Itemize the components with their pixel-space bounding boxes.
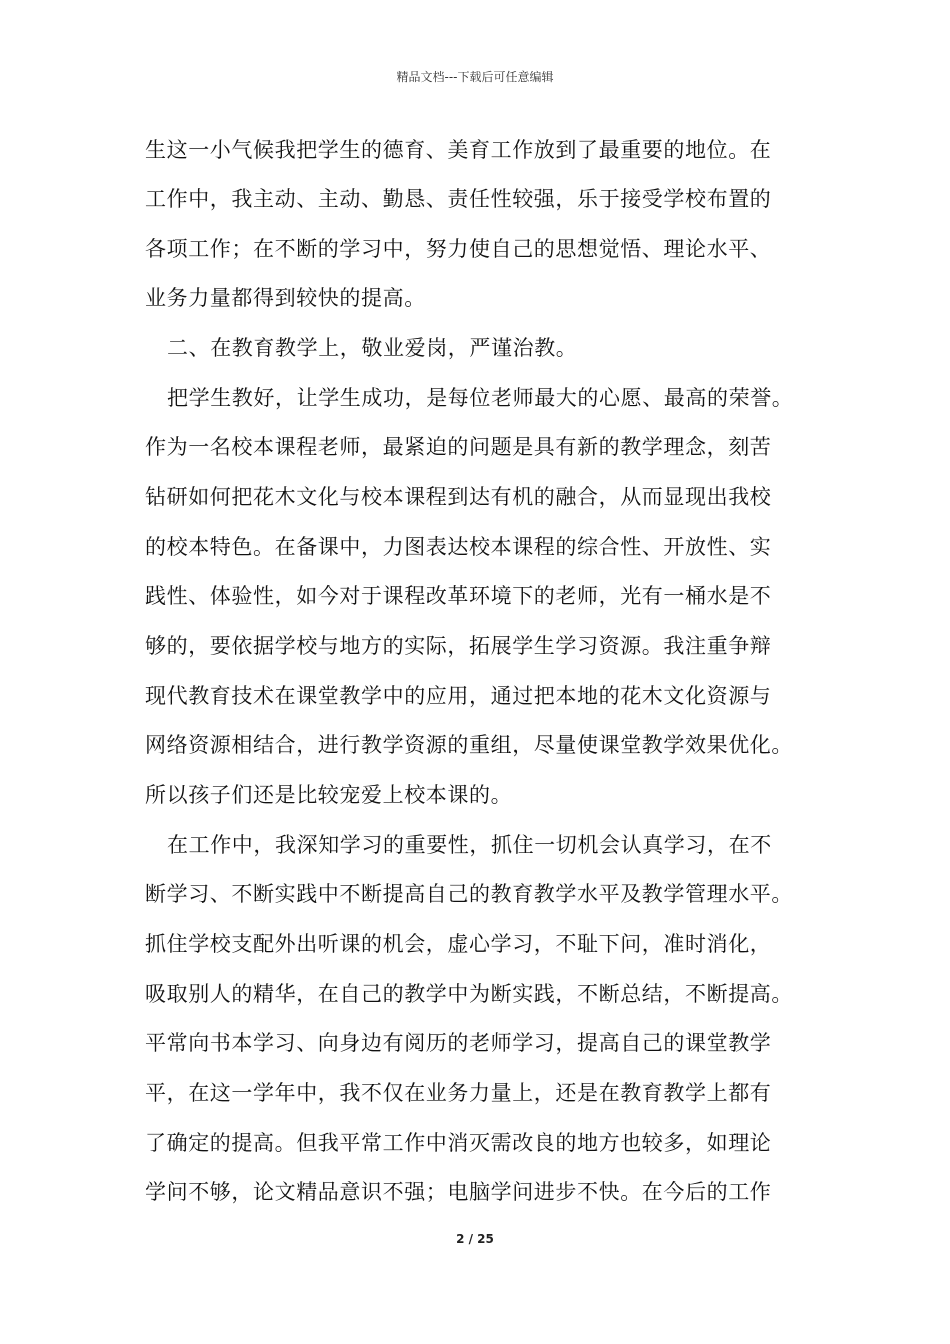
text-line: 断学习、不断实践中不断提高自己的教育教学水平及教学管理水平。 (145, 882, 793, 906)
text-line: 了确定的提高。但我平常工作中消灭需改良的地方也较多，如理论 (145, 1131, 772, 1155)
text-line: 平常向书本学习、向身边有阅历的老师学习，提高自己的课堂教学 (145, 1031, 772, 1055)
text-line: 钻研如何把花木文化与校本课程到达有机的融合，从而显现出我校 (145, 485, 772, 509)
section-heading: 二、在教育教学上，敬业爱岗，严谨治教。 (167, 336, 578, 360)
page-header: 精品文档---下载后可任意编辑 (396, 70, 554, 84)
text-line: 践性、体验性，如今对于课程改革环境下的老师，光有一桶水是不 (145, 584, 772, 608)
text-line: 作为一名校本课程老师，最紧迫的问题是具有新的教学理念，刻苦 (145, 435, 772, 459)
text-line: 学问不够，论文精品意识不强；电脑学问进步不快。在今后的工作 (145, 1180, 772, 1204)
text-line: 生这一小气候我把学生的德育、美育工作放到了最重要的地位。在 (145, 138, 772, 162)
text-line: 各项工作；在不断的学习中，努力使自己的思想觉悟、理论水平、 (145, 237, 772, 261)
text-line: 吸取别人的精华，在自己的教学中为断实践，不断总结，不断提高。 (145, 982, 793, 1006)
text-line: 把学生教好，让学生成功，是每位老师最大的心愿、最高的荣誉。 (167, 386, 794, 410)
text-line: 在工作中，我深知学习的重要性，抓住一切机会认真学习，在不 (167, 833, 772, 857)
text-line: 平，在这一学年中，我不仅在业务力量上，还是在教育教学上都有 (145, 1081, 772, 1105)
text-line: 抓住学校支配外出听课的机会，虚心学习，不耻下问，准时消化， (145, 932, 772, 956)
text-line: 现代教育技术在课堂教学中的应用，通过把本地的花木文化资源与 (145, 684, 772, 708)
text-line: 的校本特色。在备课中，力图表达校本课程的综合性、开放性、实 (145, 535, 772, 559)
text-line: 够的，要依据学校与地方的实际，拓展学生学习资源。我注重争辩 (145, 634, 772, 658)
page-number: 2 / 25 (456, 1232, 494, 1246)
text-line: 所以孩子们还是比较宠爱上校本课的。 (145, 783, 513, 807)
text-line: 工作中，我主动、主动、勤恳、责任性较强，乐于接受学校布置的 (145, 187, 772, 211)
text-line: 网络资源相结合，进行教学资源的重组，尽量使课堂教学效果优化。 (145, 733, 793, 757)
text-line: 业务力量都得到较快的提高。 (145, 286, 426, 310)
